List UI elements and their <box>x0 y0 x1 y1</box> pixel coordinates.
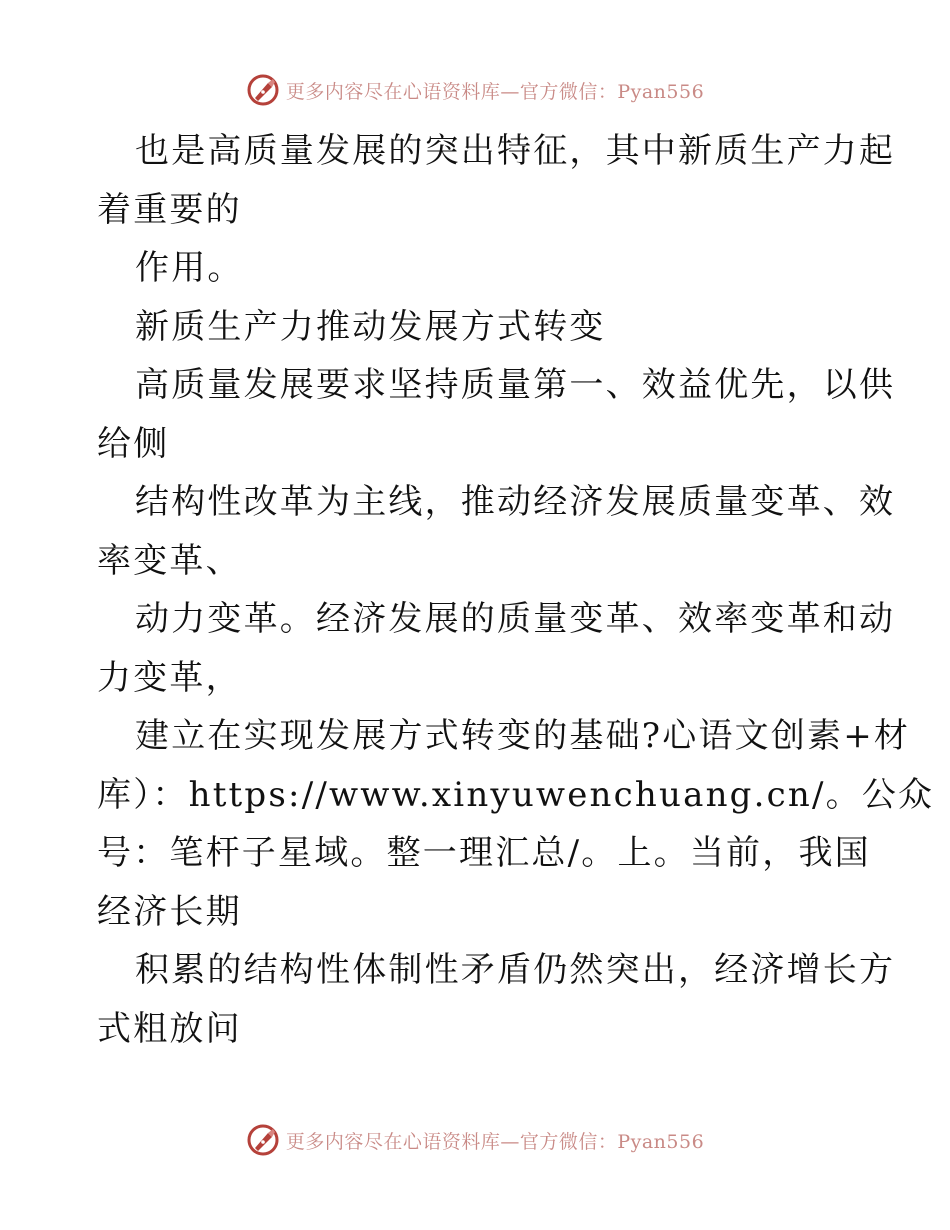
text-line: 经济长期 <box>97 891 242 932</box>
text-line: 库）：https://www.xinyuwenchuang.cn/。公众 <box>97 774 935 815</box>
header-watermark <box>0 70 950 110</box>
text-line: 给侧 <box>97 423 170 464</box>
text-line: 新质生产力推动发展方式转变 <box>135 306 606 347</box>
text-line: 号：笔杆子星域。整一理汇总/。上。当前，我国 <box>97 833 871 873</box>
text-line: 积累的结构性体制性矛盾仍然突出，经济增长方 <box>135 950 896 990</box>
watermark-text: 更多内容尽在心语资料库—官方微信：Pyan556 <box>285 1130 705 1153</box>
text-line: 作用。 <box>135 248 244 288</box>
watermark-text: 更多内容尽在心语资料库—官方微信：Pyan556 <box>285 80 705 103</box>
text-line: 式粗放问 <box>97 1008 242 1049</box>
text-line: 动力变革。经济发展的质量变革、效率变革和动 <box>135 599 896 639</box>
text-line: 着重要的 <box>97 189 242 230</box>
text-line: 也是高质量发展的突出特征，其中新质生产力起 <box>135 131 896 171</box>
text-line: 结构性改革为主线，推动经济发展质量变革、效 <box>135 482 896 522</box>
text-line: 高质量发展要求坚持质量第一、效益优先，以供 <box>135 365 896 405</box>
footer-watermark <box>0 1120 950 1160</box>
pen-nib-logo-icon <box>246 73 280 107</box>
text-line: 力变革， <box>97 657 242 698</box>
text-line: 建立在实现发展方式转变的基础?心语文创素+材 <box>135 716 911 756</box>
body-text <box>97 122 935 1058</box>
text-line: 率变革、 <box>97 540 242 581</box>
pen-nib-logo-icon <box>246 1123 280 1157</box>
